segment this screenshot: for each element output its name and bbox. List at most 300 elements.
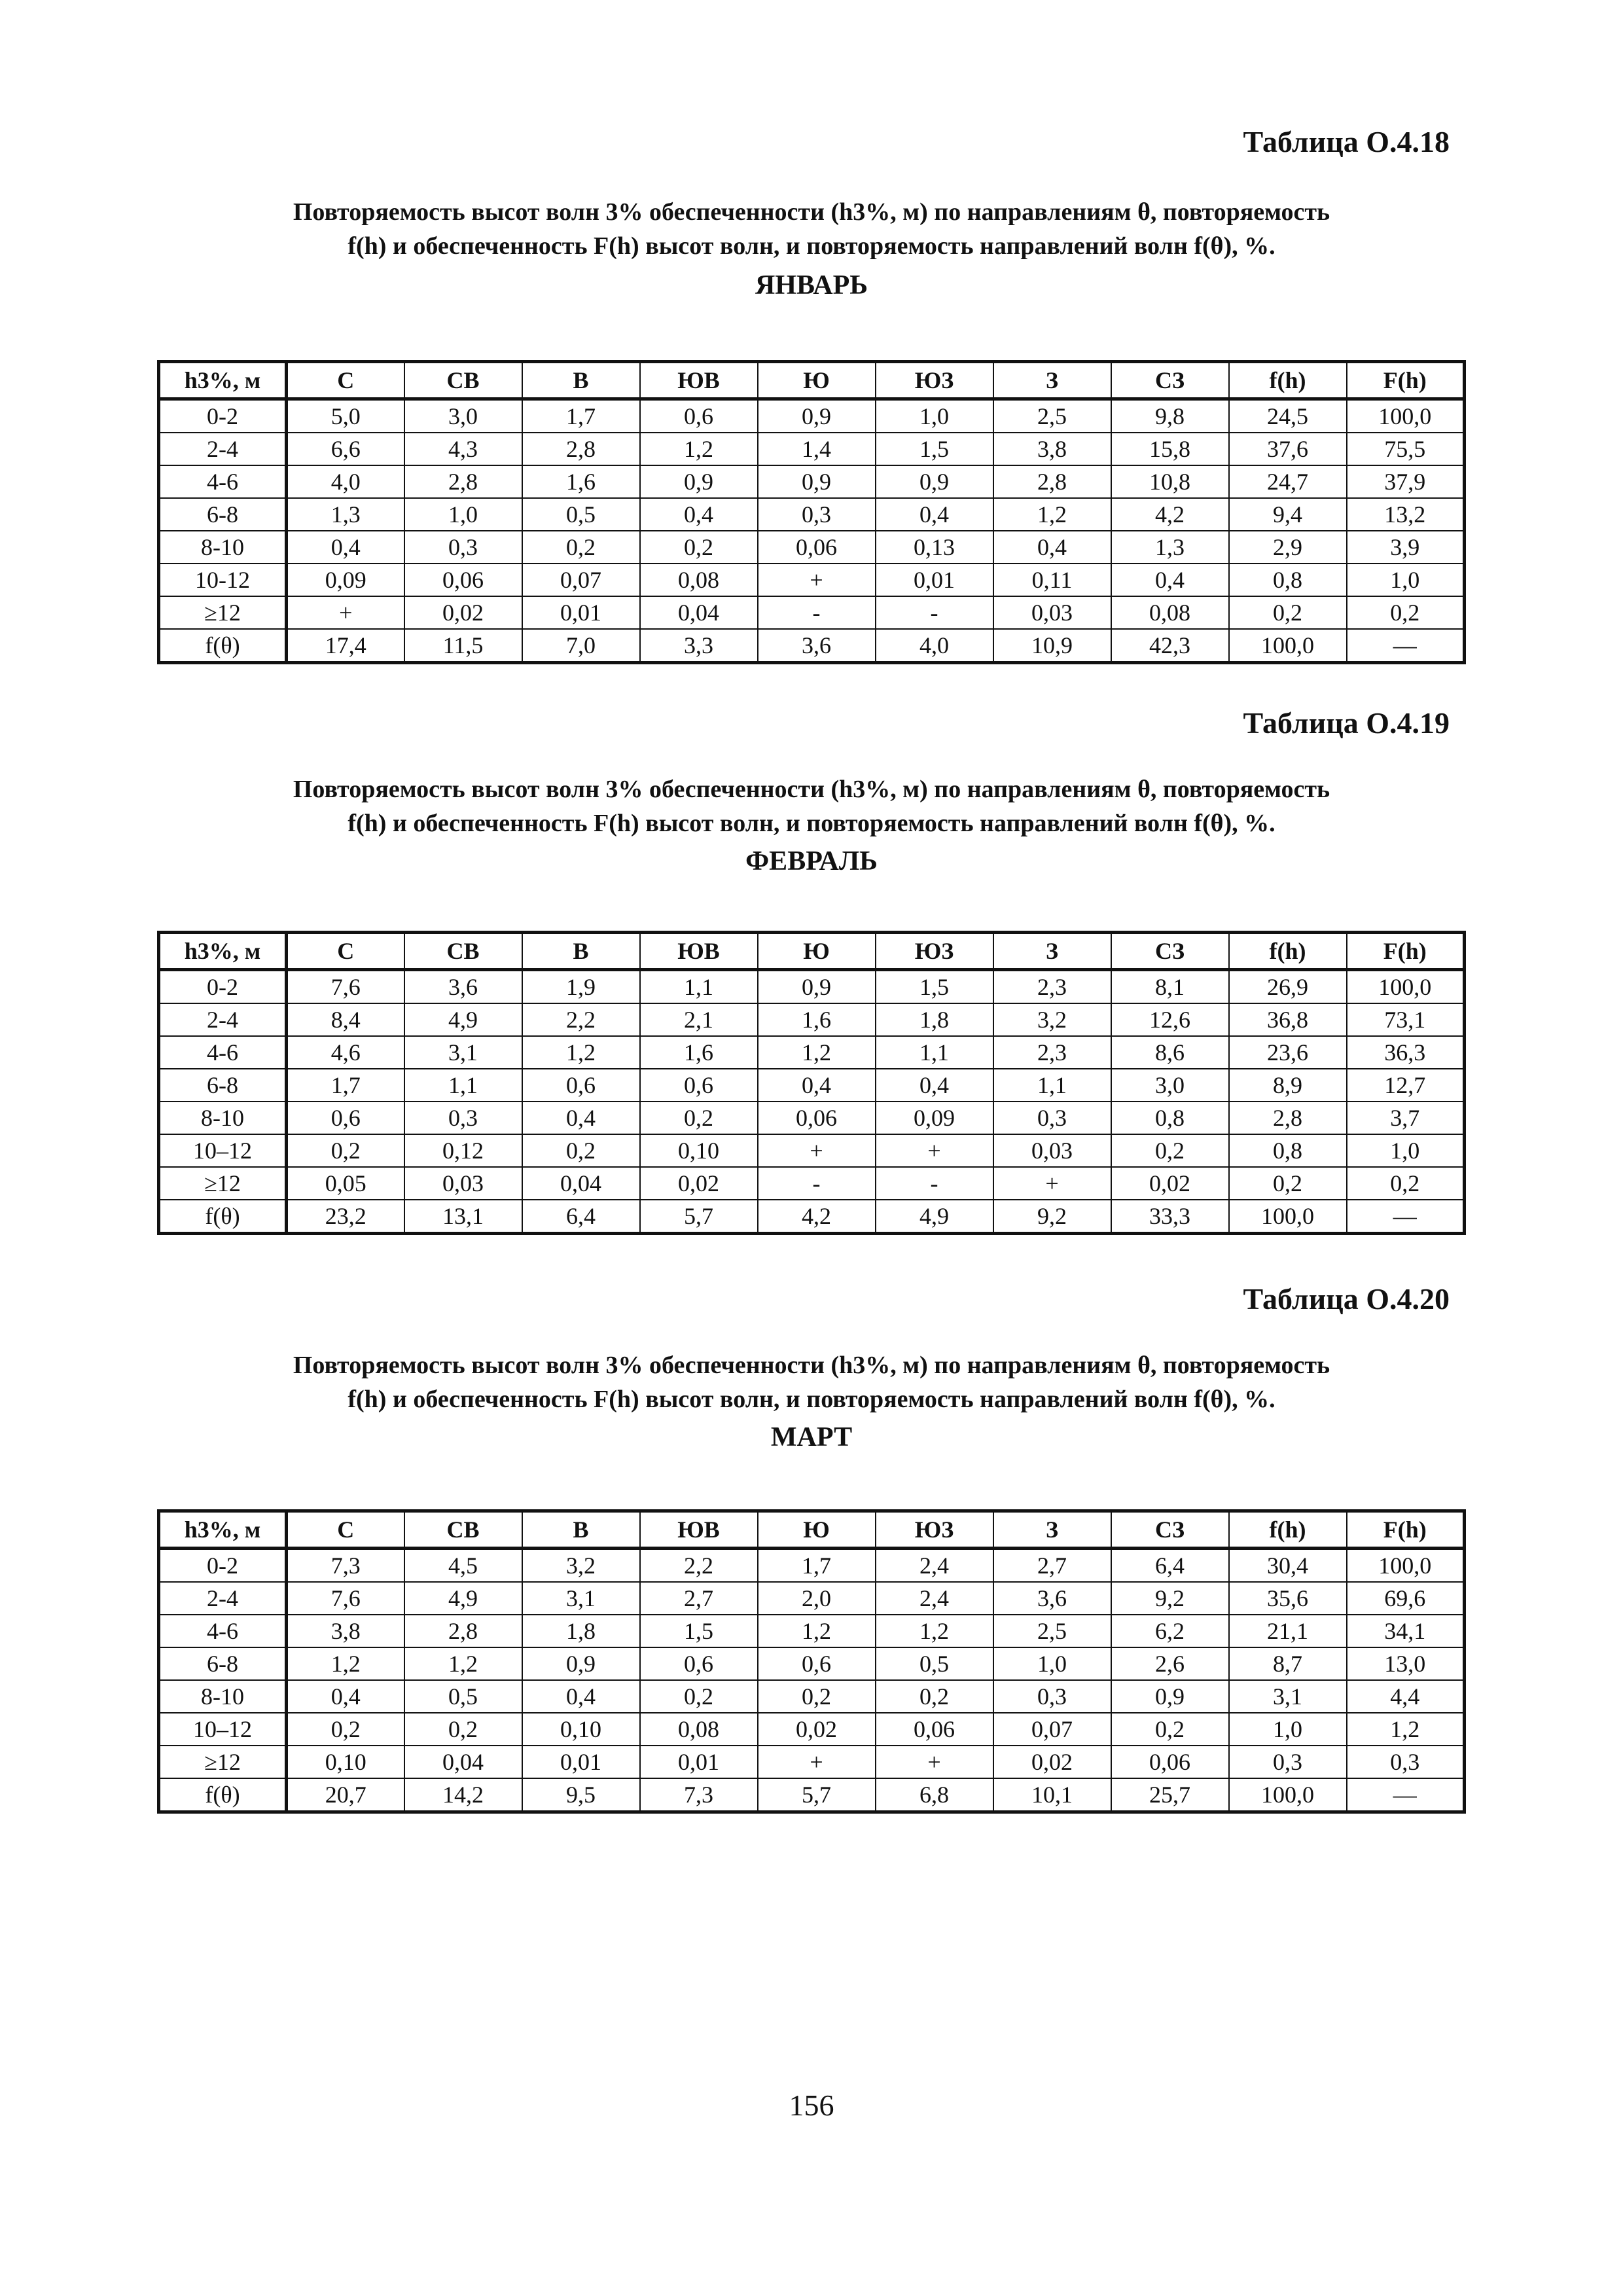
column-header: f(h): [1229, 362, 1347, 399]
table-cell: 0,3: [993, 1680, 1111, 1713]
column-header: ЮВ: [640, 1511, 758, 1549]
table-row: [159, 1134, 1465, 1167]
table-cell: 0,6: [640, 399, 758, 433]
table-cell: 0,4: [522, 1680, 640, 1713]
table-cell: 0,05: [287, 1167, 404, 1200]
table-cell: 1,1: [993, 1069, 1111, 1102]
table-caption-line1: Повторяемость высот волн 3% обеспеченности (h3%, м) по направлениям θ, повторяемость: [293, 776, 1330, 803]
table-cell: 4,0: [876, 629, 993, 663]
table-row: [159, 1713, 1465, 1746]
table-cell: 0,8: [1111, 1102, 1229, 1134]
table-row: [159, 1069, 1465, 1102]
table-cell: 1,2: [287, 1647, 404, 1680]
table-cell: 24,5: [1229, 399, 1347, 433]
table-cell: 0,4: [640, 498, 758, 531]
table-cell: 0,01: [522, 596, 640, 629]
table-cell: 1,6: [640, 1036, 758, 1069]
table-cell: 0,4: [758, 1069, 876, 1102]
table-cell: 0,03: [993, 596, 1111, 629]
table-cell: 3,6: [404, 970, 522, 1004]
row-label: ≥12: [159, 1167, 287, 1200]
table-cell: 4,9: [404, 1003, 522, 1036]
table-cell: +: [758, 1746, 876, 1778]
table-cell: 0,08: [1111, 596, 1229, 629]
data-table: [157, 360, 1466, 664]
row-label: f(θ): [159, 629, 287, 663]
table-number: Таблица О.4.20: [1243, 1282, 1450, 1316]
table-cell: 23,2: [287, 1200, 404, 1234]
table-cell: 37,6: [1229, 433, 1347, 465]
table-cell: 3,3: [640, 629, 758, 663]
table-cell: 3,2: [522, 1549, 640, 1583]
table-cell: 4,6: [287, 1036, 404, 1069]
column-header: СВ: [404, 933, 522, 970]
table-cell: 1,5: [876, 433, 993, 465]
table-row: [159, 629, 1465, 663]
table-cell: 0,9: [522, 1647, 640, 1680]
table-cell: 0,04: [640, 596, 758, 629]
table-cell: 13,1: [404, 1200, 522, 1234]
table-cell: 23,6: [1229, 1036, 1347, 1069]
table-row: [159, 1167, 1465, 1200]
table-cell: 10,9: [993, 629, 1111, 663]
table-cell: 100,0: [1229, 1200, 1347, 1234]
table-cell: 7,0: [522, 629, 640, 663]
column-header: СЗ: [1111, 362, 1229, 399]
row-label: 6-8: [159, 1069, 287, 1102]
table-cell: 9,8: [1111, 399, 1229, 433]
table-cell: 11,5: [404, 629, 522, 663]
table-row: [159, 433, 1465, 465]
table-cell: 2,7: [993, 1549, 1111, 1583]
table-cell: 0,9: [758, 399, 876, 433]
table-cell: 2,7: [640, 1582, 758, 1615]
table-cell: 0,6: [640, 1647, 758, 1680]
table-cell: 6,4: [522, 1200, 640, 1234]
table-cell: 1,2: [758, 1615, 876, 1647]
table-cell: 12,7: [1347, 1069, 1465, 1102]
header-row: [159, 933, 1465, 970]
data-table: [157, 931, 1466, 1235]
row-label: 4-6: [159, 1036, 287, 1069]
table-cell: 1,0: [1347, 1134, 1465, 1167]
row-label: 0-2: [159, 1549, 287, 1583]
table-cell: 3,6: [993, 1582, 1111, 1615]
row-label: 4-6: [159, 1615, 287, 1647]
column-header: СВ: [404, 362, 522, 399]
table-cell: 0,9: [758, 970, 876, 1004]
column-header: В: [522, 933, 640, 970]
table-cell: 4,2: [1111, 498, 1229, 531]
table-cell: 1,0: [993, 1647, 1111, 1680]
month-title: ЯНВАРЬ: [755, 270, 868, 300]
table-cell: 8,4: [287, 1003, 404, 1036]
column-header: ЮВ: [640, 362, 758, 399]
column-header: Ю: [758, 1511, 876, 1549]
column-header: h3%, м: [159, 1511, 287, 1549]
table-cell: 100,0: [1347, 399, 1465, 433]
table-cell: 8,7: [1229, 1647, 1347, 1680]
table-cell: 1,0: [1347, 564, 1465, 596]
table-cell: 6,4: [1111, 1549, 1229, 1583]
table-row: [159, 1746, 1465, 1778]
table-cell: 2,1: [640, 1003, 758, 1036]
table-cell: 0,03: [404, 1167, 522, 1200]
table-cell: 2,8: [522, 433, 640, 465]
table-cell: 1,8: [876, 1003, 993, 1036]
table-cell: 0,2: [640, 1102, 758, 1134]
table-cell: 0,2: [758, 1680, 876, 1713]
table-cell: 9,2: [993, 1200, 1111, 1234]
table-cell: 100,0: [1229, 629, 1347, 663]
table-cell: 4,4: [1347, 1680, 1465, 1713]
table-cell: 0,02: [404, 596, 522, 629]
table-cell: 69,6: [1347, 1582, 1465, 1615]
table-cell: 13,2: [1347, 498, 1465, 531]
table-row: [159, 970, 1465, 1004]
table-cell: 20,7: [287, 1778, 404, 1812]
table-cell: 33,3: [1111, 1200, 1229, 1234]
table-cell: 1,6: [758, 1003, 876, 1036]
table-cell: 100,0: [1347, 970, 1465, 1004]
table-cell: 0,02: [1111, 1167, 1229, 1200]
table-cell: 9,5: [522, 1778, 640, 1812]
table-cell: 0,4: [287, 1680, 404, 1713]
column-header: ЮВ: [640, 933, 758, 970]
row-label: f(θ): [159, 1778, 287, 1812]
row-label: ≥12: [159, 1746, 287, 1778]
table-row: [159, 1003, 1465, 1036]
table-caption-line2: f(h) и обеспеченность F(h) высот волн, и повторяемость направлений волн f(θ), %.: [348, 232, 1275, 260]
table-cell: 1,9: [522, 970, 640, 1004]
table-cell: 2,9: [1229, 531, 1347, 564]
row-label: 2-4: [159, 1582, 287, 1615]
table-row: [159, 1615, 1465, 1647]
table-cell: 10,8: [1111, 465, 1229, 498]
row-label: 8-10: [159, 1102, 287, 1134]
month-title: МАРТ: [770, 1422, 853, 1452]
column-header: Ю: [758, 933, 876, 970]
table-cell: 0,3: [993, 1102, 1111, 1134]
table-cell: 0,3: [1229, 1746, 1347, 1778]
table-cell: 0,03: [993, 1134, 1111, 1167]
table-cell: 3,9: [1347, 531, 1465, 564]
table-caption-line1: Повторяемость высот волн 3% обеспеченности (h3%, м) по направлениям θ, повторяемость: [293, 198, 1330, 226]
table-cell: 0,01: [640, 1746, 758, 1778]
row-label: 0-2: [159, 970, 287, 1004]
column-header: В: [522, 1511, 640, 1549]
month-title: ФЕВРАЛЬ: [745, 846, 878, 876]
page-number: 156: [789, 2089, 834, 2122]
table-cell: 24,7: [1229, 465, 1347, 498]
table-cell: 3,1: [1229, 1680, 1347, 1713]
table-cell: 2,8: [1229, 1102, 1347, 1134]
column-header: f(h): [1229, 933, 1347, 970]
table-cell: 13,0: [1347, 1647, 1465, 1680]
table-cell: 0,2: [640, 531, 758, 564]
table-cell: 35,6: [1229, 1582, 1347, 1615]
table-cell: 0,4: [1111, 564, 1229, 596]
table-cell: -: [876, 596, 993, 629]
table-cell: 3,2: [993, 1003, 1111, 1036]
table-cell: 2,2: [522, 1003, 640, 1036]
table-cell: 0,5: [522, 498, 640, 531]
table-row: [159, 1647, 1465, 1680]
table-cell: 5,7: [640, 1200, 758, 1234]
table-cell: 4,9: [876, 1200, 993, 1234]
table-cell: 4,3: [404, 433, 522, 465]
table-cell: 15,8: [1111, 433, 1229, 465]
table-cell: 2,8: [404, 1615, 522, 1647]
table-cell: 1,2: [758, 1036, 876, 1069]
table-cell: +: [876, 1134, 993, 1167]
table-cell: 1,5: [640, 1615, 758, 1647]
table-cell: 3,1: [522, 1582, 640, 1615]
table-cell: 0,3: [758, 498, 876, 531]
row-label: 10–12: [159, 1134, 287, 1167]
table-cell: 2,3: [993, 1036, 1111, 1069]
table-cell: 2,4: [876, 1582, 993, 1615]
column-header: h3%, м: [159, 362, 287, 399]
table-cell: 2,0: [758, 1582, 876, 1615]
table-cell: 0,2: [1111, 1713, 1229, 1746]
table-cell: 0,2: [876, 1680, 993, 1713]
table-cell: —: [1347, 629, 1465, 663]
table-cell: +: [758, 1134, 876, 1167]
column-header: ЮЗ: [876, 1511, 993, 1549]
table-cell: 1,3: [1111, 531, 1229, 564]
table-cell: 0,06: [758, 531, 876, 564]
table-caption-line2: f(h) и обеспеченность F(h) высот волн, и повторяемость направлений волн f(θ), %.: [348, 1386, 1275, 1413]
table-cell: 4,0: [287, 465, 404, 498]
table-cell: 0,08: [640, 1713, 758, 1746]
table-cell: 0,2: [1347, 1167, 1465, 1200]
table-cell: 0,2: [1111, 1134, 1229, 1167]
table-cell: 0,06: [758, 1102, 876, 1134]
table-row: [159, 564, 1465, 596]
header-row: [159, 1511, 1465, 1549]
table-cell: 1,0: [876, 399, 993, 433]
table-row: [159, 596, 1465, 629]
table-cell: 73,1: [1347, 1003, 1465, 1036]
table-cell: 0,2: [1229, 596, 1347, 629]
table-cell: 2,2: [640, 1549, 758, 1583]
table-cell: 0,06: [404, 564, 522, 596]
table-cell: 14,2: [404, 1778, 522, 1812]
column-header: С: [287, 1511, 404, 1549]
header-row: [159, 362, 1465, 399]
table-cell: 1,2: [640, 433, 758, 465]
table-cell: 0,09: [287, 564, 404, 596]
table-cell: -: [758, 1167, 876, 1200]
table-cell: —: [1347, 1200, 1465, 1234]
table-cell: 2,5: [993, 399, 1111, 433]
table-cell: 1,4: [758, 433, 876, 465]
table-cell: 4,2: [758, 1200, 876, 1234]
table-cell: —: [1347, 1778, 1465, 1812]
table-caption-line1: Повторяемость высот волн 3% обеспеченности (h3%, м) по направлениям θ, повторяемость: [293, 1352, 1330, 1379]
table-cell: 0,6: [522, 1069, 640, 1102]
column-header: С: [287, 933, 404, 970]
table-cell: 0,11: [993, 564, 1111, 596]
table-cell: 5,7: [758, 1778, 876, 1812]
table-number: Таблица О.4.19: [1243, 706, 1450, 740]
table-cell: 12,6: [1111, 1003, 1229, 1036]
table-cell: 3,6: [758, 629, 876, 663]
table-cell: 3,0: [1111, 1069, 1229, 1102]
table-cell: 0,4: [993, 531, 1111, 564]
table-cell: 0,10: [522, 1713, 640, 1746]
table-cell: 3,7: [1347, 1102, 1465, 1134]
table-cell: +: [876, 1746, 993, 1778]
table-cell: 26,9: [1229, 970, 1347, 1004]
row-label: 2-4: [159, 1003, 287, 1036]
table-cell: 7,6: [287, 970, 404, 1004]
table-cell: -: [758, 596, 876, 629]
table-cell: 0,2: [640, 1680, 758, 1713]
table-cell: 0,01: [522, 1746, 640, 1778]
table-cell: 34,1: [1347, 1615, 1465, 1647]
table-cell: 0,06: [1111, 1746, 1229, 1778]
column-header: ЮЗ: [876, 362, 993, 399]
table-cell: 100,0: [1229, 1778, 1347, 1812]
table-cell: 0,8: [1229, 1134, 1347, 1167]
table-cell: 1,1: [404, 1069, 522, 1102]
table-cell: +: [993, 1167, 1111, 1200]
table-cell: 0,6: [640, 1069, 758, 1102]
table-cell: 1,1: [640, 970, 758, 1004]
table-cell: 0,6: [758, 1647, 876, 1680]
table-cell: 0,02: [758, 1713, 876, 1746]
table-cell: 0,02: [993, 1746, 1111, 1778]
table-cell: 0,01: [876, 564, 993, 596]
table-cell: 2,3: [993, 970, 1111, 1004]
table-cell: 1,8: [522, 1615, 640, 1647]
table-cell: 1,2: [404, 1647, 522, 1680]
column-header: З: [993, 362, 1111, 399]
column-header: F(h): [1347, 1511, 1465, 1549]
row-label: f(θ): [159, 1200, 287, 1234]
column-header: h3%, м: [159, 933, 287, 970]
table-cell: 0,06: [876, 1713, 993, 1746]
column-header: F(h): [1347, 933, 1465, 970]
table-row: [159, 399, 1465, 433]
table-cell: 0,5: [404, 1680, 522, 1713]
column-header: F(h): [1347, 362, 1465, 399]
table-cell: -: [876, 1167, 993, 1200]
table-cell: 6,2: [1111, 1615, 1229, 1647]
table-cell: 0,10: [287, 1746, 404, 1778]
row-label: 2-4: [159, 433, 287, 465]
table-cell: 0,07: [522, 564, 640, 596]
table-row: [159, 1549, 1465, 1583]
table-cell: 0,9: [758, 465, 876, 498]
table-cell: 8,1: [1111, 970, 1229, 1004]
row-label: 8-10: [159, 531, 287, 564]
table-cell: 17,4: [287, 629, 404, 663]
table-row: [159, 1582, 1465, 1615]
table-cell: 1,7: [758, 1549, 876, 1583]
table-cell: 1,3: [287, 498, 404, 531]
table-cell: +: [287, 596, 404, 629]
row-label: 10–12: [159, 1713, 287, 1746]
table-cell: 0,2: [522, 531, 640, 564]
table-cell: 1,2: [876, 1615, 993, 1647]
table-row: [159, 1778, 1465, 1812]
table-cell: 0,02: [640, 1167, 758, 1200]
table-cell: 1,2: [1347, 1713, 1465, 1746]
table-cell: 0,9: [1111, 1680, 1229, 1713]
table-cell: 0,9: [640, 465, 758, 498]
table-cell: +: [758, 564, 876, 596]
table-cell: 1,7: [522, 399, 640, 433]
table-cell: 0,2: [1347, 596, 1465, 629]
table-cell: 0,04: [522, 1167, 640, 1200]
table-cell: 3,8: [287, 1615, 404, 1647]
table-cell: 0,08: [640, 564, 758, 596]
column-header: С: [287, 362, 404, 399]
table-cell: 1,2: [522, 1036, 640, 1069]
table-cell: 0,5: [876, 1647, 993, 1680]
table-cell: 25,7: [1111, 1778, 1229, 1812]
column-header: В: [522, 362, 640, 399]
column-header: З: [993, 1511, 1111, 1549]
table-cell: 36,8: [1229, 1003, 1347, 1036]
table-cell: 0,10: [640, 1134, 758, 1167]
table-cell: 0,2: [1229, 1167, 1347, 1200]
table-cell: 10,1: [993, 1778, 1111, 1812]
table-cell: 0,8: [1229, 564, 1347, 596]
table-cell: 0,3: [1347, 1746, 1465, 1778]
column-header: СВ: [404, 1511, 522, 1549]
table-cell: 30,4: [1229, 1549, 1347, 1583]
table-row: [159, 1680, 1465, 1713]
table-row: [159, 1200, 1465, 1234]
table-cell: 100,0: [1347, 1549, 1465, 1583]
table-cell: 36,3: [1347, 1036, 1465, 1069]
table-cell: 1,6: [522, 465, 640, 498]
table-cell: 3,1: [404, 1036, 522, 1069]
row-label: 4-6: [159, 465, 287, 498]
table-cell: 1,2: [993, 498, 1111, 531]
table-cell: 7,6: [287, 1582, 404, 1615]
row-label: ≥12: [159, 596, 287, 629]
table-cell: 1,7: [287, 1069, 404, 1102]
table-number: Таблица О.4.18: [1243, 125, 1450, 158]
table-cell: 0,4: [876, 1069, 993, 1102]
column-header: СЗ: [1111, 1511, 1229, 1549]
table-cell: 0,07: [993, 1713, 1111, 1746]
table-row: [159, 498, 1465, 531]
column-header: З: [993, 933, 1111, 970]
column-header: Ю: [758, 362, 876, 399]
table-cell: 21,1: [1229, 1615, 1347, 1647]
table-cell: 0,3: [404, 531, 522, 564]
column-header: ЮЗ: [876, 933, 993, 970]
table-cell: 42,3: [1111, 629, 1229, 663]
row-label: 6-8: [159, 498, 287, 531]
table-cell: 1,5: [876, 970, 993, 1004]
table-row: [159, 1036, 1465, 1069]
table-cell: 0,4: [287, 531, 404, 564]
table-cell: 6,6: [287, 433, 404, 465]
table-cell: 0,09: [876, 1102, 993, 1134]
table-cell: 0,2: [522, 1134, 640, 1167]
table-cell: 2,8: [993, 465, 1111, 498]
table-cell: 1,0: [404, 498, 522, 531]
table-cell: 0,6: [287, 1102, 404, 1134]
table-cell: 8,6: [1111, 1036, 1229, 1069]
